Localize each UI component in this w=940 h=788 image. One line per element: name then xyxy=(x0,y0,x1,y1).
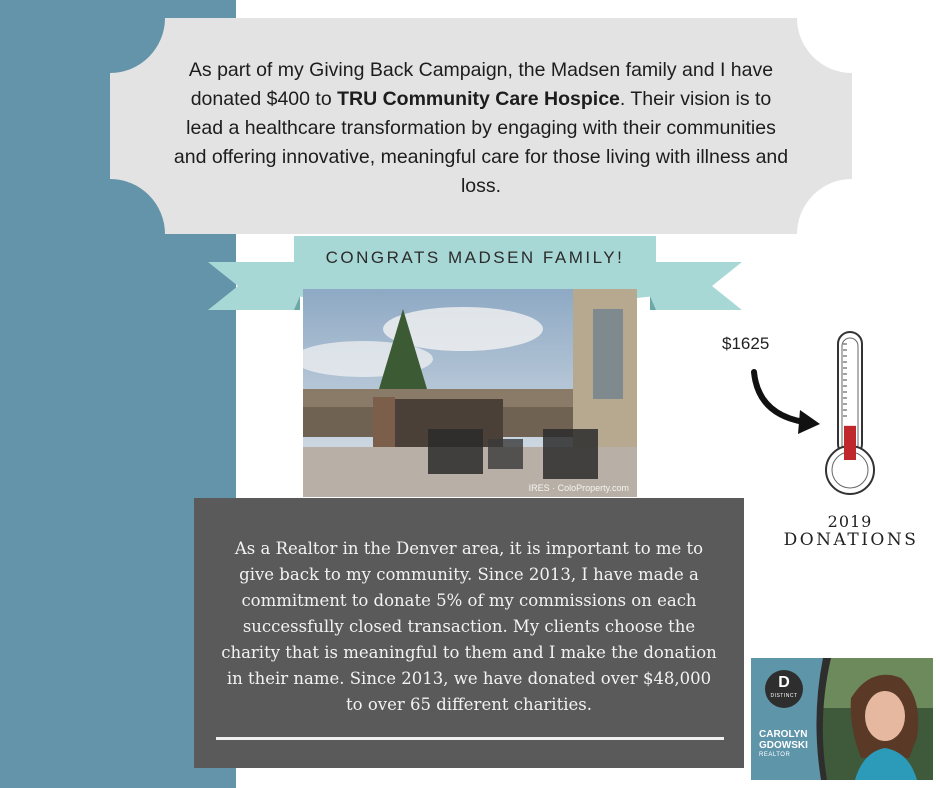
charity-name: TRU Community Care Hospice xyxy=(337,88,620,110)
congrats-banner-text: CONGRATS MADSEN FAMILY! xyxy=(325,248,625,267)
logo-word: DISTINCT xyxy=(770,693,798,699)
distinct-logo xyxy=(765,670,803,708)
realtor-note-box xyxy=(194,498,744,768)
photo-watermark: IRES · ColoProperty.com xyxy=(528,483,629,493)
campaign-message xyxy=(170,56,792,201)
donations-label: DONATIONS xyxy=(783,530,919,550)
realtor-note-text: As a Realtor in the Denver area, it is important to me to give back to my community. Since 2013, I have made a commitment to donate 5% of my commissions on each successfully closed transaction. My clients choose the charity that is meaningful to them and I make the donation in their name. Since 2013, we have donated over $48,000 to over 65 different charities. xyxy=(221,539,717,714)
agent-name xyxy=(759,729,808,751)
agent-role: REALTOR xyxy=(759,752,791,758)
patio-photo xyxy=(303,289,637,497)
donation-amount: $1625 xyxy=(722,334,770,353)
agent-last-name: GDOWSKI xyxy=(759,740,808,751)
agent-card xyxy=(751,658,933,780)
thermometer-icon xyxy=(820,330,880,500)
curved-arrow-icon xyxy=(742,366,826,438)
donation-year: 2019 xyxy=(827,512,873,531)
thermometer-fill xyxy=(844,426,856,460)
divider-line xyxy=(216,737,724,740)
logo-letter: D xyxy=(778,674,790,691)
campaign-plaque xyxy=(110,18,852,234)
campaign-vision: . Their vision is to lead a healthcare transformation by engaging with their communities and offering innovative, meaningful care for those living with illness and loss. xyxy=(173,88,789,197)
campaign-intro: As part of my Giving Back Campaign, the Madsen family and I have donated $400 to xyxy=(188,59,774,110)
agent-first-name: CAROLYN xyxy=(759,729,808,740)
